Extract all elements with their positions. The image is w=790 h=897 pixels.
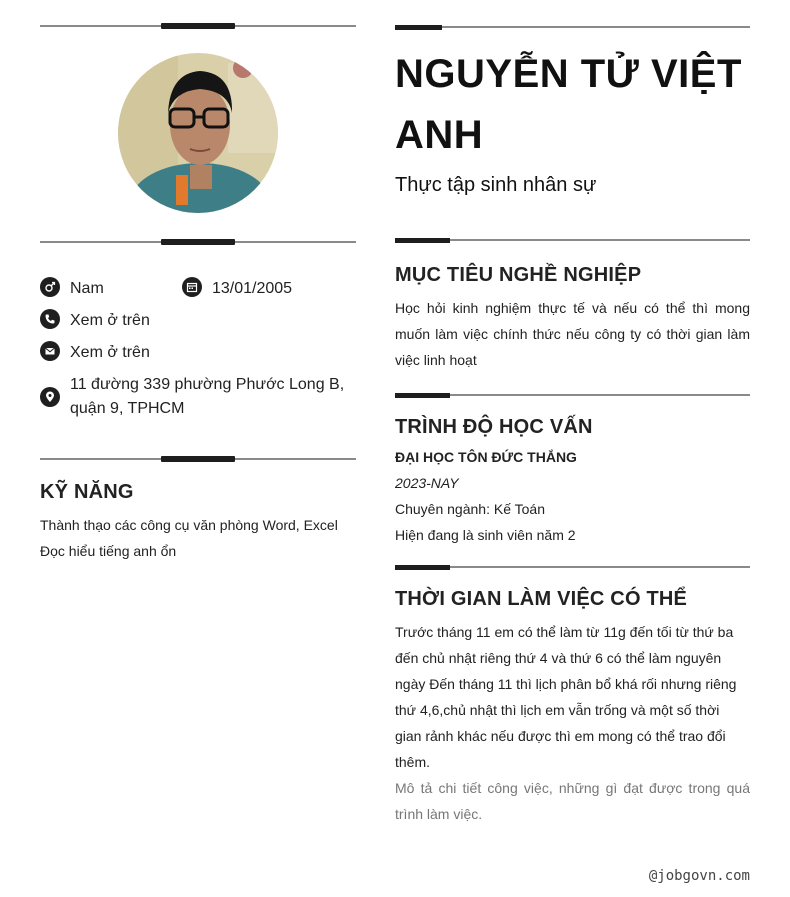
school-name: ĐẠI HỌC TÔN ĐỨC THẮNG	[395, 449, 577, 465]
availability-heading: THỜI GIAN LÀM VIỆC CÓ THỂ	[395, 588, 688, 610]
phone-value: Xem ở trên	[70, 312, 150, 329]
skills-heading: KỸ NĂNG	[40, 481, 134, 503]
email-icon	[40, 341, 60, 361]
study-period: 2023-NAY	[395, 475, 459, 491]
phone-row	[40, 309, 150, 333]
gender-row	[40, 277, 104, 301]
avatar	[118, 53, 278, 213]
major: Chuyên ngành: Kế Toán	[395, 501, 545, 517]
education-note: Hiện đang là sinh viên năm 2	[395, 527, 576, 543]
address-row	[40, 373, 356, 421]
education-block	[395, 444, 750, 548]
skills-list	[40, 512, 356, 564]
availability-placeholder: Mô tả chi tiết công việc, những gì đạt được trong quá trình làm việc.	[395, 780, 750, 822]
birthdate-value: 13/01/2005	[212, 280, 293, 297]
availability-text: Trước tháng 11 em có thể làm từ 11g đến tối từ thứ ba đến chủ nhật riêng thứ 4 và thứ 6 có thể làm nguyên ngày Đến tháng 11 thì lịch phân bổ khá rối nhưng riêng thứ 4,6,chủ nhật thì lịch em vẫn trống và một số thời gian rảnh khác nếu được thì em mong có thể trao đổi thêm.	[395, 624, 737, 770]
calendar-icon	[182, 277, 202, 297]
gender-value: Nam	[70, 280, 104, 297]
phone-icon	[40, 309, 60, 329]
divider	[40, 239, 356, 245]
birthdate-row	[182, 277, 292, 301]
candidate-position: Thực tập sinh nhân sự	[395, 174, 597, 196]
objective-text: Học hỏi kinh nghiệm thực tế và nếu có thể thì mong muốn làm việc chính thức nếu công ty có thời gian làm việc linh hoạt	[395, 300, 750, 368]
divider	[395, 238, 750, 243]
divider	[40, 23, 356, 29]
objective-heading: MỤC TIÊU NGHỀ NGHIỆP	[395, 264, 642, 286]
education-heading: TRÌNH ĐỘ HỌC VẤN	[395, 416, 593, 438]
divider	[395, 393, 750, 398]
address-value: 11 đường 339 phường Phước Long B, quận 9, TPHCM	[70, 376, 345, 417]
divider	[395, 25, 750, 30]
skill-item: Thành thạo các công cụ văn phòng Word, Excel	[40, 517, 338, 533]
gender-icon	[40, 277, 60, 297]
skill-item: Đọc hiểu tiếng anh ổn	[40, 543, 177, 559]
email-row	[40, 341, 150, 365]
candidate-name: NGUYỄN TỬ VIỆT ANH	[395, 52, 742, 157]
location-pin-icon	[40, 387, 60, 407]
divider	[40, 456, 356, 462]
watermark: @jobgovn.com	[648, 868, 750, 884]
divider	[395, 565, 750, 570]
email-value: Xem ở trên	[70, 344, 150, 361]
